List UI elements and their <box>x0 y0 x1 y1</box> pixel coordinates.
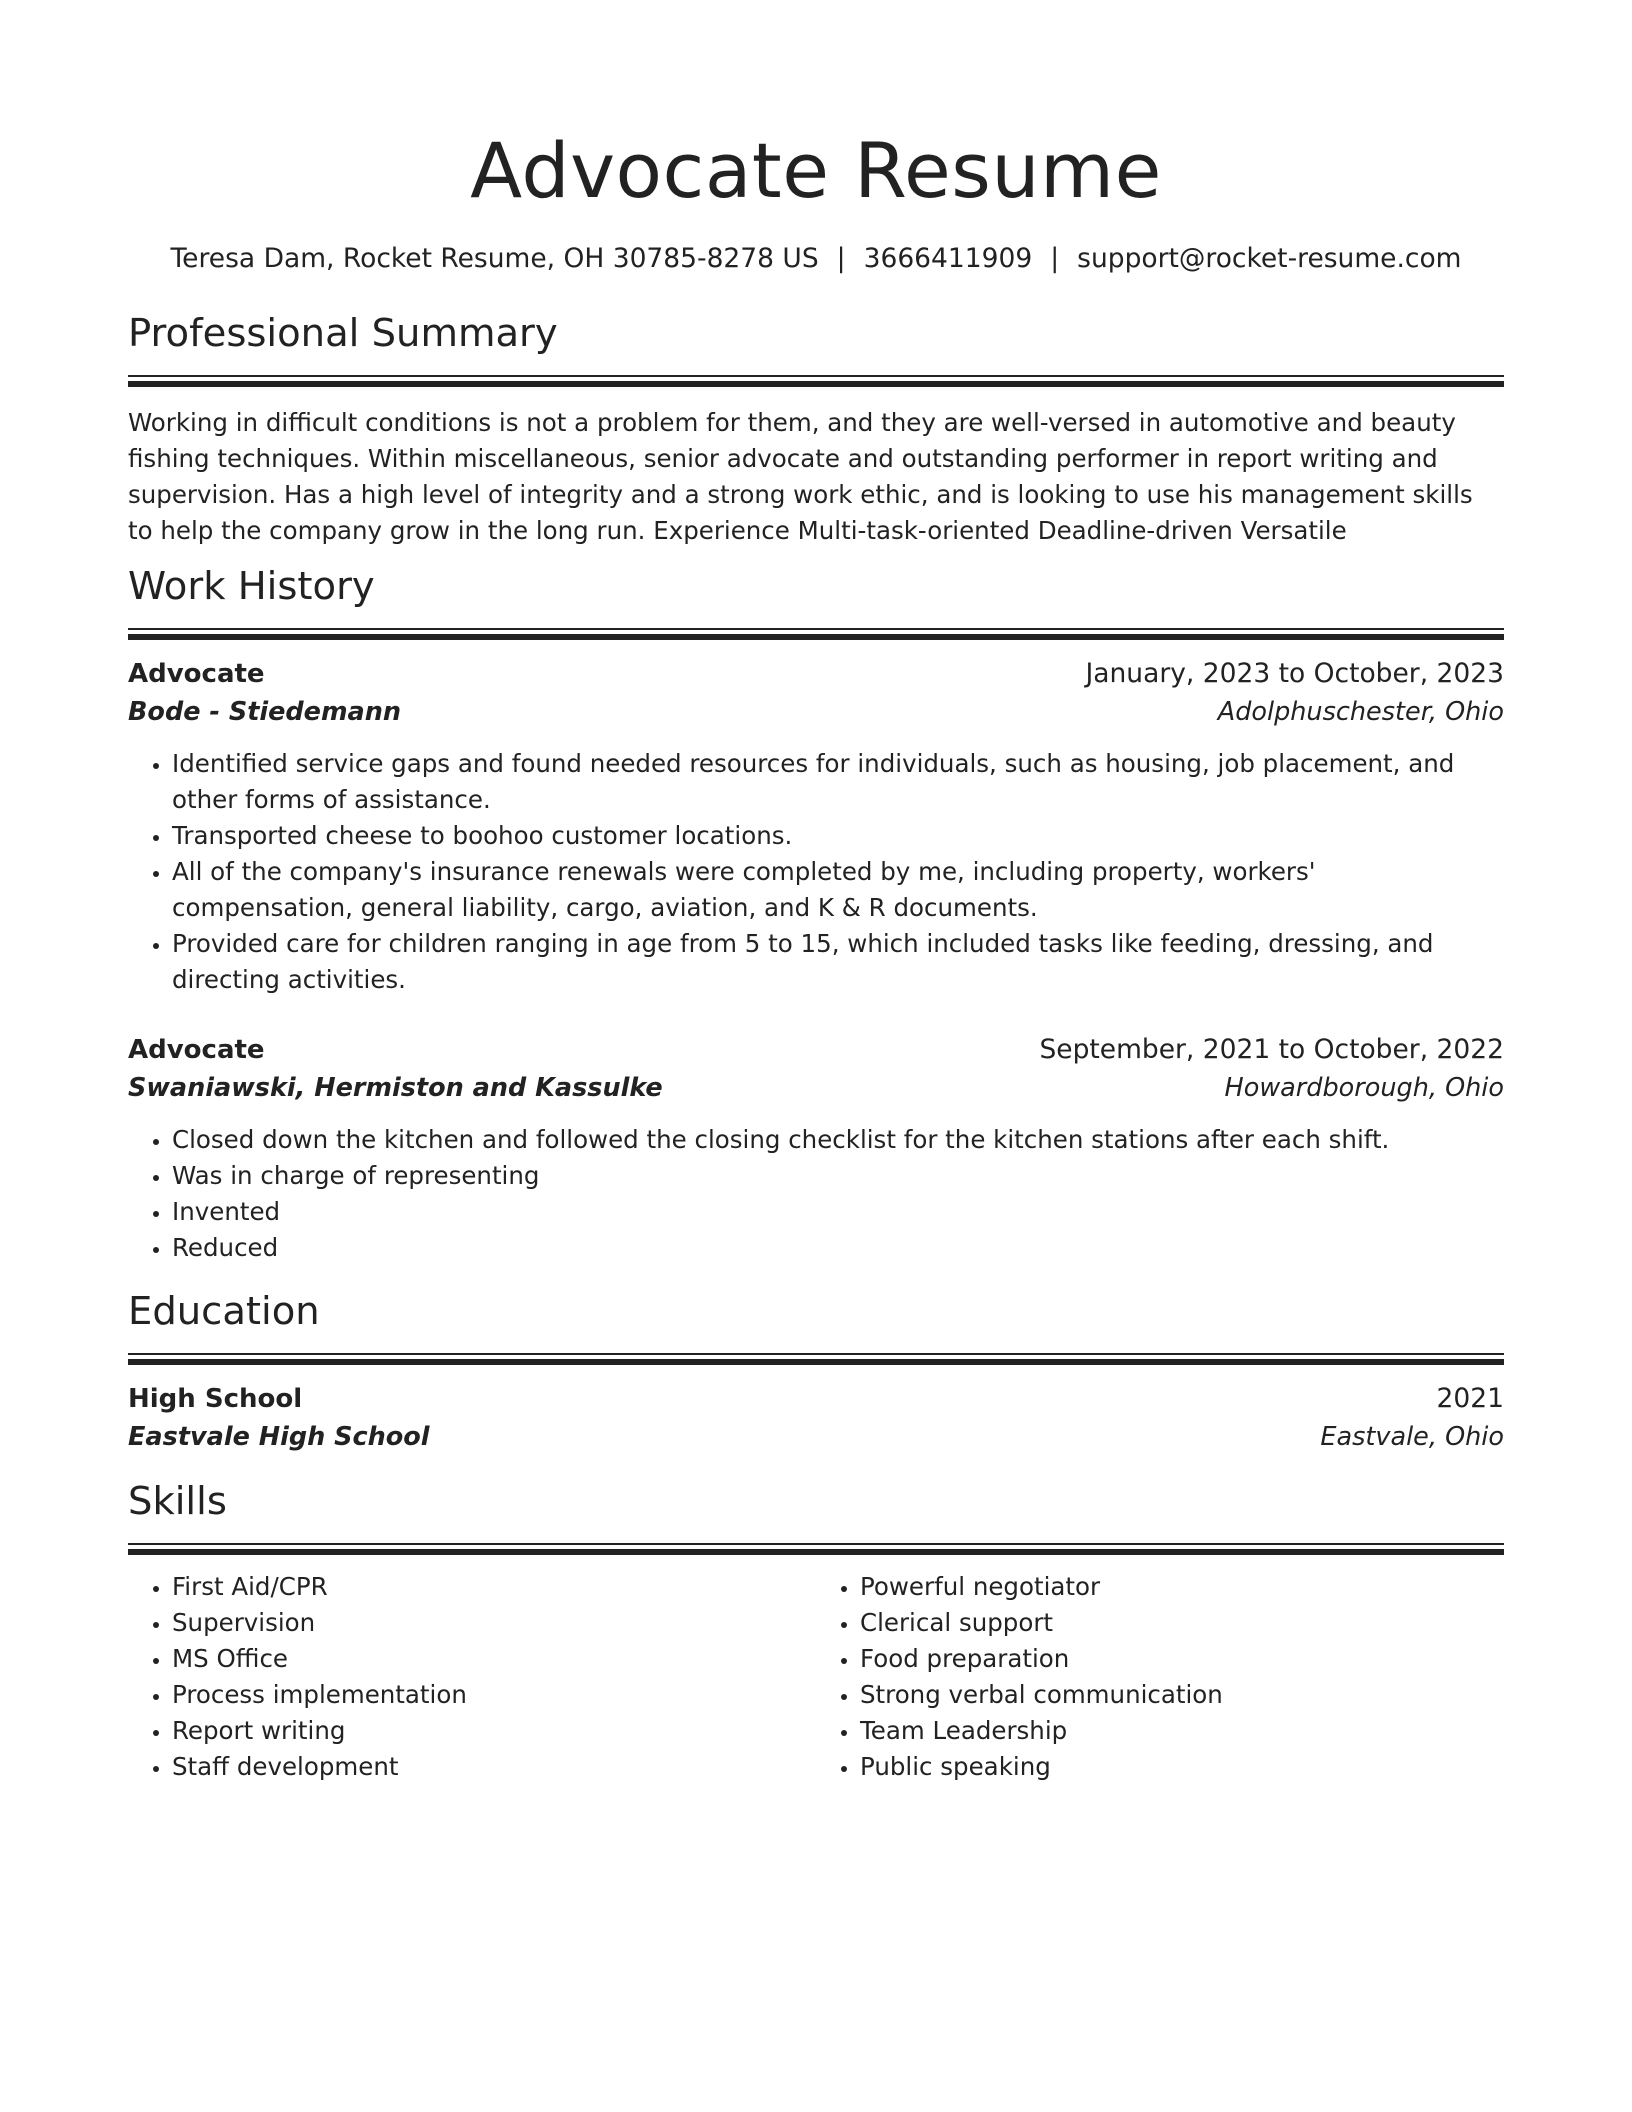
section-heading-work-history: Work History <box>128 564 375 609</box>
job-header-row <box>128 1031 1504 1069</box>
section-divider <box>128 375 1504 387</box>
skill-item: • Report writing <box>172 1713 816 1749</box>
skills-grid <box>128 1569 1504 1785</box>
job-entry <box>128 655 1504 998</box>
skill-item: • MS Office <box>172 1641 816 1677</box>
skill-item: • Public speaking <box>860 1749 1504 1785</box>
list-item: • Provided care for children ranging in age from 5 to 15, which included tasks like feeding, dressing, and directing activities. <box>172 926 1504 998</box>
section-heading-summary: Professional Summary <box>128 311 558 356</box>
resume-title: Advocate Resume <box>470 126 1162 215</box>
job-company: Bode - Stiedemann <box>128 697 402 727</box>
education-section <box>128 1288 1504 1456</box>
education-school-row <box>128 1418 1504 1456</box>
summary-text: Working in difficult conditions is not a problem for them, and they are well-versed in automotive and beauty fishing techniques. Within miscellaneous, senior advocate and outstanding performer in report writing and supervision. Has a high level of integrity and a strong work ethic, and is looking to use his management skills to help the company grow in the long run. Experience Multi-task-oriented Deadline-driven Versatile <box>128 408 1473 545</box>
job-dates: January, 2023 to October, 2023 <box>1085 658 1504 689</box>
job-location: Howardborough, Ohio <box>1224 1073 1504 1103</box>
education-location: Eastvale, Ohio <box>1320 1422 1504 1452</box>
job-header-row <box>128 655 1504 693</box>
skills-column-left <box>128 1569 816 1785</box>
contact-separator: | <box>836 243 846 274</box>
job-entry <box>128 1031 1504 1266</box>
section-divider <box>128 628 1504 640</box>
skill-item: • Team Leadership <box>860 1713 1504 1749</box>
skill-item: • Strong verbal communication <box>860 1677 1504 1713</box>
summary-section <box>128 310 1504 549</box>
skill-item: • Supervision <box>172 1605 816 1641</box>
list-item: • Transported cheese to boohoo customer locations. <box>172 818 1504 854</box>
job-company-row <box>128 1069 1504 1107</box>
job-bullets <box>128 1122 1504 1266</box>
job-location: Adolphuschester, Ohio <box>1217 697 1504 727</box>
job-company: Swaniawski, Hermiston and Kassulke <box>128 1073 663 1103</box>
section-heading-skills: Skills <box>128 1479 227 1524</box>
skills-column-right <box>816 1569 1504 1785</box>
list-item: • Was in charge of representing <box>172 1158 1504 1194</box>
education-year: 2021 <box>1436 1383 1504 1414</box>
job-bullets <box>128 746 1504 998</box>
contact-address: Teresa Dam, Rocket Resume, OH 30785-8278 US <box>170 243 819 274</box>
list-item: • Invented <box>172 1194 1504 1230</box>
skill-item: • Process implementation <box>172 1677 816 1713</box>
education-degree: High School <box>128 1384 303 1414</box>
list-item: • All of the company's insurance renewals were completed by me, including property, workers' compensation, general liability, cargo, aviation, and K & R documents. <box>172 854 1504 926</box>
job-title: Advocate <box>128 1035 265 1065</box>
skills-section <box>128 1478 1504 1785</box>
job-dates: September, 2021 to October, 2022 <box>1039 1034 1504 1065</box>
skill-item: • Food preparation <box>860 1641 1504 1677</box>
education-school: Eastvale High School <box>128 1422 430 1452</box>
job-title: Advocate <box>128 659 265 689</box>
skill-item: • Powerful negotiator <box>860 1569 1504 1605</box>
contact-line <box>128 242 1504 276</box>
skill-item: • First Aid/CPR <box>172 1569 816 1605</box>
list-item: • Reduced <box>172 1230 1504 1266</box>
skill-item: • Clerical support <box>860 1605 1504 1641</box>
work-history-section <box>128 563 1504 1266</box>
contact-separator: | <box>1050 243 1060 274</box>
education-entry <box>128 1380 1504 1456</box>
contact-email: support@rocket-resume.com <box>1077 243 1462 274</box>
contact-phone: 3666411909 <box>863 243 1033 274</box>
job-company-row <box>128 693 1504 731</box>
education-header-row <box>128 1380 1504 1418</box>
section-heading-education: Education <box>128 1289 320 1334</box>
section-divider <box>128 1353 1504 1365</box>
list-item: • Identified service gaps and found needed resources for individuals, such as housing, job placement, and other forms of assistance. <box>172 746 1504 818</box>
skill-item: • Staff development <box>172 1749 816 1785</box>
list-item: • Closed down the kitchen and followed the closing checklist for the kitchen stations after each shift. <box>172 1122 1504 1158</box>
section-divider <box>128 1543 1504 1555</box>
